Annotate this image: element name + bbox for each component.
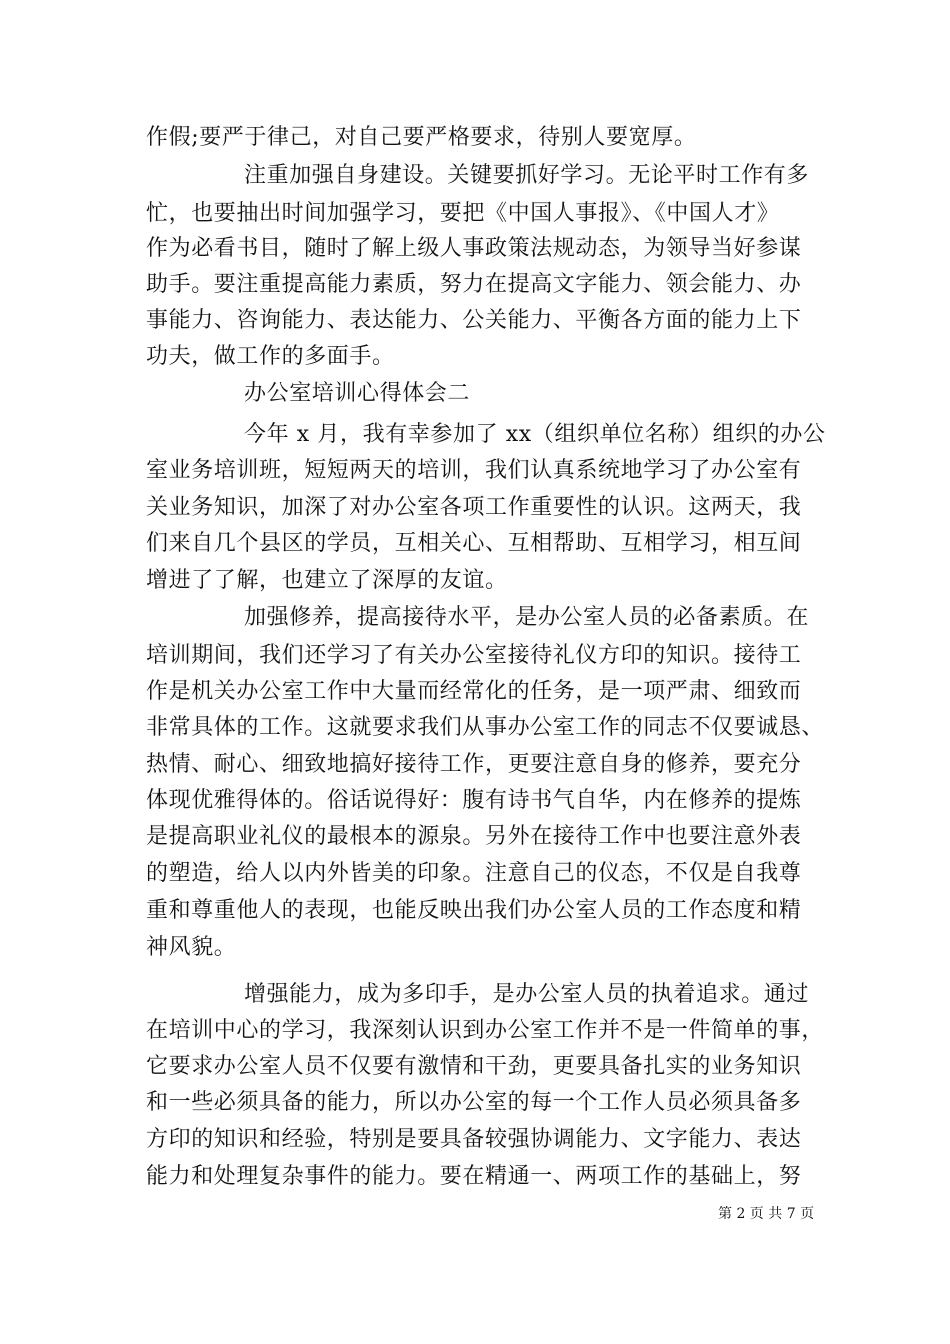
- text-line: 重和尊重他人的表现，也能反映出我们办公室人员的工作态度和精: [146, 898, 802, 923]
- text-line: 方印的知识和经验，特别是要具备较强协调能力、文字能力、表达: [146, 1127, 802, 1152]
- text-line: 关业务知识，加深了对办公室各项工作重要性的认识。这两天，我: [146, 495, 802, 520]
- text-line: 神风貌。: [146, 935, 237, 960]
- text-line: 和一些必须具备的能力，所以办公室的每一个工作人员必须具备多: [146, 1090, 802, 1115]
- text-line: 热情、耐心、细致地搞好接待工作，更要注意自身的修养，要充分: [146, 752, 802, 777]
- text-line: 忙，也要抽出时间加强学习，要把《中国人事报》、《中国人才》: [146, 201, 780, 226]
- text-line: 增强能力，成为多印手，是办公室人员的执着追求。通过: [244, 982, 810, 1007]
- text-line: 注重加强自身建设。关键要抓好学习。无论平时工作有多: [244, 163, 810, 188]
- text-line: 是提高职业礼仪的最根本的源泉。另外在接待工作中也要注意外表: [146, 824, 802, 849]
- text-line: 能力和处理复杂事件的能力。要在精通一、两项工作的基础上，努: [146, 1164, 802, 1189]
- text-line: 们来自几个县区的学员，互相关心、互相帮助、互相学习，相互间: [146, 531, 802, 556]
- text-line: 非常具体的工作。这就要求我们从事办公室工作的同志不仅要诚恳、: [146, 715, 825, 740]
- text-line: 事能力、咨询能力、表达能力、公关能力、平衡各方面的能力上下: [146, 308, 802, 333]
- text-line: 的塑造，给人以内外皆美的印象。注意自己的仪态，不仅是自我尊: [146, 861, 802, 886]
- text-line: 作是机关办公室工作中大量而经常化的任务，是一项严肃、细致而: [146, 679, 802, 704]
- text-line: 培训期间，我们还学习了有关办公室接待礼仪方印的知识。接待工: [146, 643, 802, 668]
- text-line: 体现优雅得体的。俗话说得好：腹有诗书气自华，内在修养的提炼: [146, 788, 802, 813]
- text-line: 功夫，做工作的多面手。: [146, 344, 395, 369]
- page-number-footer: 第 2 页 共 7 页: [718, 1206, 815, 1222]
- section-heading: 办公室培训心得体会二: [244, 381, 471, 406]
- text-line: 增进了了解，也建立了深厚的友谊。: [146, 568, 508, 593]
- text-line: 助手。要注重提高能力素质，努力在提高文字能力、领会能力、办: [146, 272, 802, 297]
- text-line: 作为必看书目，随时了解上级人事政策法规动态，为领导当好参谋: [146, 236, 802, 261]
- text-line: 加强修养，提高接待水平，是办公室人员的必备素质。在: [244, 605, 810, 630]
- text-line: 作假;要严于律己，对自己要严格要求，待别人要宽厚。: [146, 125, 697, 150]
- text-line: 在培训中心的学习，我深刻认识到办公室工作并不是一件简单的事，: [146, 1018, 825, 1043]
- text-line: 今年 x 月，我有幸参加了 xx（组织单位名称）组织的办公: [244, 422, 826, 447]
- text-line: 它要求办公室人员不仅要有激情和干劲，更要具备扎实的业务知识: [146, 1054, 802, 1079]
- text-line: 室业务培训班，短短两天的培训，我们认真系统地学习了办公室有: [146, 458, 802, 483]
